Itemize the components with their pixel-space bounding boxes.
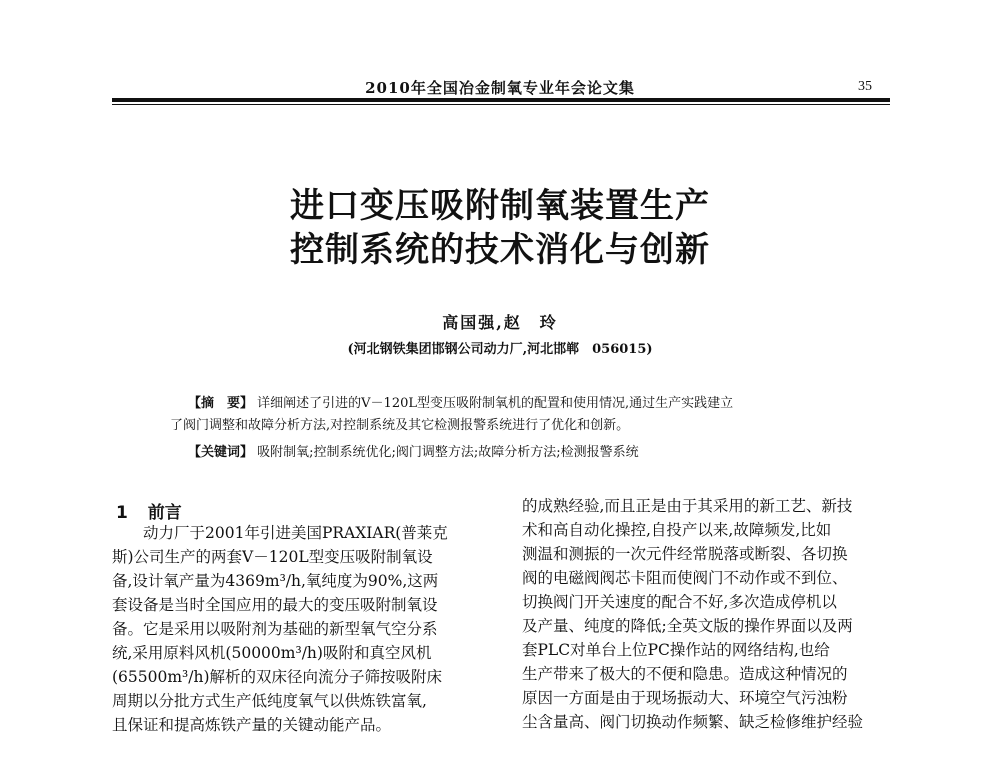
keywords-text: 吸附制氧;控制系统优化;阀门调整方法;故障分析方法;检测报警系统: [257, 445, 639, 460]
paragraph-line: 且保证和提高炼铁产量的关键动能产品。: [112, 716, 392, 734]
paragraph-line: (65500m³/h)解析的双床径向流分子筛按吸附床: [112, 668, 443, 686]
keywords-label: 【关键词】: [188, 445, 254, 460]
paragraph-line: 尘含量高、阀门切换动作频繁、缺乏检修维护经验: [522, 713, 864, 731]
paragraph-line: 统,采用原料风机(50000m³/h)吸附和真空风机: [112, 644, 432, 662]
paragraph-line: 及产量、纯度的降低;全英文版的操作界面以及两: [522, 617, 853, 635]
section-heading: [116, 498, 182, 523]
paragraph-line: 阀的电磁阀阀芯卡阻而使阀门不动作或不到位、: [522, 569, 848, 587]
right-column: [522, 494, 863, 734]
paragraph-line: 原因一方面是由于现场振动大、环境空气污浊粉: [522, 689, 848, 707]
left-column: [112, 521, 448, 737]
paper-title-line-1: 进口变压吸附制氧装置生产: [290, 186, 710, 226]
paper-title-line-2: 控制系统的技术消化与创新: [290, 230, 710, 270]
section-title: 前言: [147, 503, 182, 523]
paragraph-line: 动力厂于2001年引进美国PRAXIAR(普莱克: [143, 524, 448, 542]
paragraph-line: 备。它是采用以吸附剂为基础的新型氧气空分系: [112, 620, 438, 638]
header-rule-thin: [112, 104, 890, 105]
paragraph-line: 的成熟经验,而且正是由于其采用的新工艺、新技: [522, 497, 853, 515]
abstract-text-1: 详细阐述了引进的V－120L型变压吸附制氧机的配置和使用情况,通过生产实践建立: [257, 396, 734, 411]
keywords-line: [188, 441, 639, 460]
paragraph-line: 生产带来了极大的不便和隐患。造成这种情况的: [522, 665, 848, 683]
paragraph-line: 斯)公司生产的两套V－120L型变压吸附制氧设: [112, 548, 433, 566]
paragraph-line: 测温和测振的一次元件经常脱落或断裂、各切换: [522, 545, 848, 563]
affiliation: (河北钢铁集团邯钢公司动力厂,河北邯郸 056015): [347, 342, 653, 357]
page-number: 35: [858, 79, 872, 94]
abstract-line-1: [188, 392, 733, 411]
abstract-label: 【摘 要】: [188, 396, 254, 411]
header-rule-thick: [112, 98, 890, 102]
paragraph-line: 切换阀门开关速度的配合不好,多次造成停机以: [522, 593, 837, 611]
paragraph-line: 术和高自动化操控,自投产以来,故障频发,比如: [522, 521, 832, 539]
section-number: 1: [116, 503, 128, 523]
paragraph-line: 套PLC对单台上位PC操作站的网络结构,也给: [522, 641, 830, 659]
abstract-line-2: 了阀门调整和故障分析方法,对控制系统及其它检测报警系统进行了优化和创新。: [170, 418, 630, 433]
journal-header: 2010年全国冶金制氧专业年会论文集: [365, 79, 635, 97]
paragraph-line: 备,设计氧产量为4369m³/h,氧纯度为90%,这两: [112, 572, 439, 590]
paragraph-line: 套设备是当时全国应用的最大的变压吸附制氧设: [112, 596, 438, 614]
paragraph-line: 周期以分批方式生产低纯度氧气以供炼铁富氧,: [112, 692, 427, 710]
authors: 高国强,赵 玲: [442, 313, 558, 332]
